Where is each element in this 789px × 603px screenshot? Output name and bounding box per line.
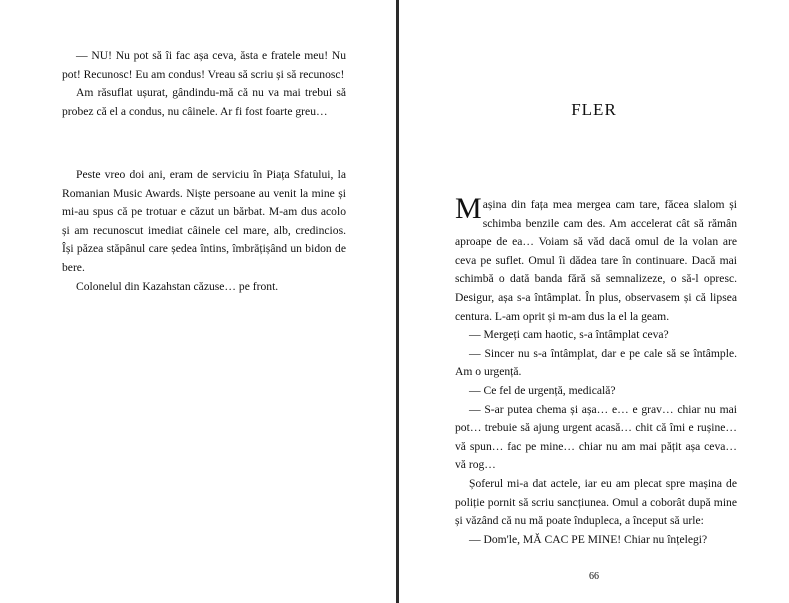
paragraph: — Mergeți cam haotic, s-a întâmplat ceva?: [469, 328, 669, 342]
paragraph: — NU! Nu pot să îi fac așa ceva, ăsta e fratele meu! Nu pot! Recunosc! Eu am condus! Vreau să scriu și să recunosc!: [62, 49, 346, 81]
first-paragraph-text: așina din fața mea mergea cam tare, făcea slalom și schimba benzile cam des. Am accelerat cât să rămân aproape de ea… Voiam să văd dacă omul de la volan are ceva pe suflet. Omul îi dădea tare în continuare. Dacă mai schimbă o dată banda fără să semnalizeze, o să-l opresc. Desigur, așa s-a întâmplat. În plus, observasem și că lipsea centura. L-am oprit și m-am dus la el la geam.: [455, 198, 737, 323]
chapter-title: FLER: [571, 100, 617, 119]
paragraph: — Dom'le, MĂ CAC PE MINE! Chiar nu înțelegi?: [469, 532, 708, 546]
left-text-block-1: [62, 47, 346, 121]
left-text-block-2: [62, 166, 346, 296]
paragraph: Colonelul din Kazahstan căzuse… pe front.: [76, 279, 279, 293]
right-text-block: [455, 192, 737, 549]
paragraph: Șoferul mi-a dat actele, iar eu am plecat spre mașina de poliție pornit să scriu sancțiunea. Omul a coborât după mine și văzând că nu mă poate îndupleca, a început să urle:: [455, 476, 737, 528]
drop-cap: M: [455, 192, 482, 225]
page-number: 66: [589, 571, 599, 582]
paragraph: — Sincer nu s-a întâmplat, dar e pe cale să se întâmple. Am o urgență.: [455, 346, 737, 379]
first-paragraph: [455, 192, 737, 326]
paragraph: Peste vreo doi ani, eram de serviciu în Piața Sfatului, la Romanian Music Awards. Niște persoane au venit la mine și mi-au spus că pe trotuar e căzut un bărbat. M-am dus acolo și am recunoscut imediat câinele cel mare, alb, credincios. Își păzea stăpânul care ședea întins, îmbrățișând un bidon de bere.: [62, 168, 346, 274]
paragraph: — S-ar putea chema și așa… e… e grav… chiar nu mai pot… trebuie să ajung urgent acasă… chit că îmi e rușine… vă spun… fac pe mine… chiar nu am mai pățit așa ceva… vă rog…: [455, 402, 737, 472]
paragraph: — Ce fel de urgență, medicală?: [469, 383, 616, 397]
paragraph: Am răsuflat ușurat, gândindu-mă că nu va mai trebui să probez că el a condus, nu câinele. Ar fi fost foarte greu…: [62, 86, 346, 118]
